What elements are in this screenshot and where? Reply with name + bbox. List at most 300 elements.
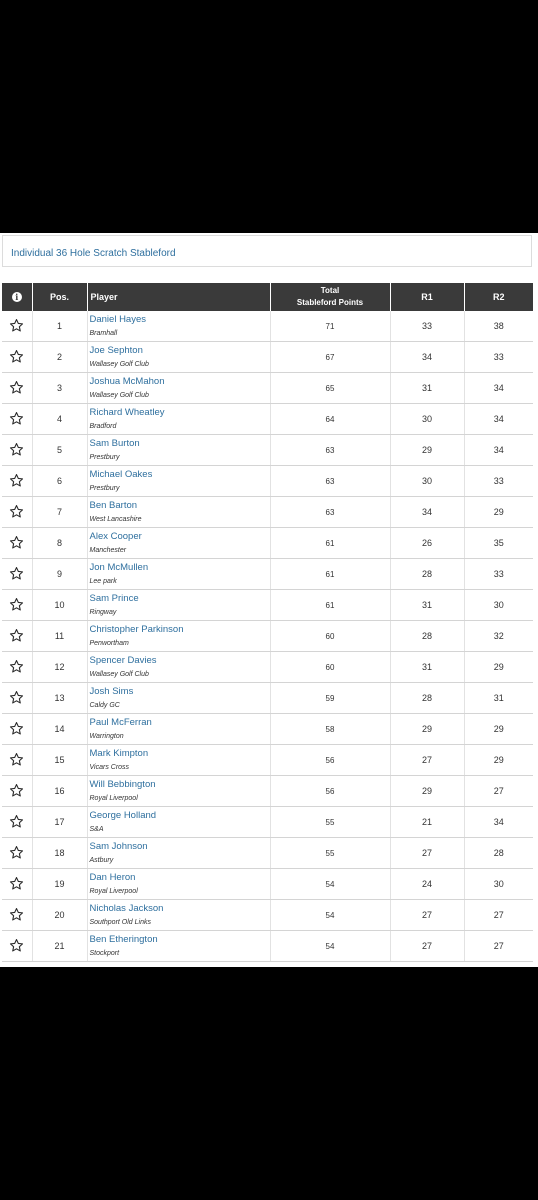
total-points-cell	[270, 745, 390, 776]
position: 8	[56, 538, 62, 548]
total-points-cell	[270, 590, 390, 621]
star-icon[interactable]	[9, 783, 24, 798]
r2-cell	[464, 683, 533, 714]
player-cell	[87, 745, 270, 776]
player-name-link[interactable]: Paul McFerran	[89, 716, 152, 728]
player-club: Bradford	[89, 422, 117, 430]
player-club: Wallasey Golf Club	[89, 670, 149, 678]
r1-score: 34	[421, 507, 432, 517]
player-name-link[interactable]: Nicholas Jackson	[89, 902, 164, 914]
total-points-cell	[270, 404, 390, 435]
position-cell	[32, 683, 87, 714]
position: 2	[56, 352, 62, 362]
r1-cell	[390, 652, 464, 683]
position-cell	[32, 373, 87, 404]
total-points: 65	[325, 383, 335, 393]
player-cell	[87, 931, 270, 962]
player-cell	[87, 342, 270, 373]
player-club: Warrington	[89, 732, 124, 740]
player-cell	[87, 311, 270, 342]
player-club: Lee park	[89, 577, 117, 585]
player-cell	[87, 807, 270, 838]
position: 17	[54, 817, 65, 827]
total-points: 54	[325, 941, 335, 951]
total-points-cell	[270, 931, 390, 962]
r1-score: 27	[421, 755, 432, 765]
position: 9	[56, 569, 62, 579]
position: 7	[56, 507, 62, 517]
position: 10	[54, 600, 65, 610]
total-header-line2: Stableford Points	[296, 298, 364, 307]
r1-score: 27	[421, 848, 432, 858]
star-icon[interactable]	[9, 318, 24, 333]
player-club: Wallasey Golf Club	[89, 391, 149, 399]
r2-score: 32	[493, 631, 504, 641]
r1-score: 29	[421, 445, 432, 455]
star-icon[interactable]	[9, 473, 24, 488]
r2-score: 34	[493, 383, 504, 393]
player-cell	[87, 559, 270, 590]
r2-cell	[464, 311, 533, 342]
position-cell	[32, 652, 87, 683]
r1-score: 28	[421, 693, 432, 703]
favourite-cell[interactable]	[2, 435, 32, 466]
r2-cell	[464, 745, 533, 776]
player-name-link[interactable]: Sam Burton	[89, 437, 140, 449]
r1-cell	[390, 931, 464, 962]
favourite-cell[interactable]	[2, 869, 32, 900]
r1-cell	[390, 404, 464, 435]
total-points-cell	[270, 528, 390, 559]
favourite-cell[interactable]	[2, 373, 32, 404]
player-name-link[interactable]: Dan Heron	[89, 871, 136, 883]
r1-cell	[390, 621, 464, 652]
total-points-cell	[270, 652, 390, 683]
player-cell	[87, 528, 270, 559]
favourite-cell[interactable]	[2, 559, 32, 590]
r2-cell	[464, 528, 533, 559]
r1-cell	[390, 714, 464, 745]
table-row	[2, 714, 533, 745]
r1-cell	[390, 559, 464, 590]
r2-score: 34	[493, 817, 504, 827]
position: 16	[54, 786, 65, 796]
position-cell	[32, 621, 87, 652]
position: 5	[56, 445, 62, 455]
player-cell	[87, 466, 270, 497]
r2-cell	[464, 900, 533, 931]
favourite-cell[interactable]	[2, 900, 32, 931]
total-points-cell	[270, 621, 390, 652]
competition-title-box	[2, 235, 532, 267]
player-cell	[87, 404, 270, 435]
r2-cell	[464, 590, 533, 621]
position-cell	[32, 559, 87, 590]
star-icon[interactable]	[9, 876, 24, 891]
leaderboard-page	[0, 233, 538, 967]
star-icon[interactable]	[9, 349, 24, 364]
star-icon[interactable]	[9, 597, 24, 612]
r1-score: 26	[421, 538, 432, 548]
total-points-cell	[270, 342, 390, 373]
position-cell	[32, 776, 87, 807]
star-icon[interactable]	[9, 535, 24, 550]
player-cell	[87, 373, 270, 404]
total-points-cell	[270, 776, 390, 807]
total-points: 54	[325, 879, 335, 889]
r1-cell	[390, 497, 464, 528]
r1-cell	[390, 745, 464, 776]
total-header-line1: Total	[320, 286, 340, 295]
favourite-cell[interactable]	[2, 931, 32, 962]
table-row	[2, 900, 533, 931]
total-points-cell	[270, 497, 390, 528]
player-header[interactable]: Player	[87, 283, 270, 311]
r1-score: 30	[421, 414, 432, 424]
player-name-link[interactable]: Sam Prince	[89, 592, 139, 604]
player-club: West Lancashire	[89, 515, 142, 523]
r2-cell	[464, 497, 533, 528]
star-icon[interactable]	[9, 628, 24, 643]
r1-cell	[390, 683, 464, 714]
r1-cell	[390, 838, 464, 869]
star-icon[interactable]	[9, 845, 24, 860]
player-name-link[interactable]: Mark Kimpton	[89, 747, 149, 759]
favourite-cell[interactable]	[2, 776, 32, 807]
position: 15	[54, 755, 65, 765]
r2-cell	[464, 714, 533, 745]
total-points: 61	[325, 538, 335, 548]
r2-score: 27	[493, 786, 504, 796]
total-points: 55	[325, 848, 335, 858]
r2-cell	[464, 652, 533, 683]
r2-score: 29	[493, 755, 504, 765]
player-club: Royal Liverpool	[89, 794, 138, 802]
player-name-link[interactable]: Will Bebbington	[89, 778, 156, 790]
r1-score: 31	[421, 600, 432, 610]
star-icon[interactable]	[9, 907, 24, 922]
position: 4	[56, 414, 62, 424]
player-cell	[87, 435, 270, 466]
position-cell	[32, 311, 87, 342]
r2-score: 33	[493, 476, 504, 486]
player-club: Manchester	[89, 546, 127, 554]
favourite-cell[interactable]	[2, 311, 32, 342]
position-cell	[32, 838, 87, 869]
favourite-cell[interactable]	[2, 683, 32, 714]
player-name-link[interactable]: Sam Johnson	[89, 840, 148, 852]
total-points: 58	[325, 724, 335, 734]
player-club: Bramhall	[89, 329, 118, 337]
player-cell	[87, 497, 270, 528]
star-icon[interactable]	[9, 814, 24, 829]
table-row	[2, 621, 533, 652]
r1-score: 27	[421, 941, 432, 951]
position-cell	[32, 931, 87, 962]
r2-score: 27	[493, 941, 504, 951]
r2-cell	[464, 869, 533, 900]
position-cell	[32, 869, 87, 900]
total-points: 71	[325, 321, 335, 331]
total-points-cell	[270, 311, 390, 342]
position: 14	[54, 724, 65, 734]
position: 11	[54, 631, 65, 641]
total-points: 63	[325, 476, 335, 486]
position-cell	[32, 404, 87, 435]
r1-score: 31	[421, 383, 432, 393]
table-row	[2, 776, 533, 807]
total-points-cell	[270, 435, 390, 466]
total-points-cell	[270, 373, 390, 404]
player-name-link[interactable]: George Holland	[89, 809, 157, 821]
table-row	[2, 342, 533, 373]
table-row	[2, 807, 533, 838]
star-icon[interactable]	[9, 504, 24, 519]
r1-score: 29	[421, 786, 432, 796]
star-icon[interactable]	[9, 721, 24, 736]
player-club: Stockport	[89, 949, 120, 957]
position-cell	[32, 342, 87, 373]
total-points: 55	[325, 817, 335, 827]
player-cell	[87, 714, 270, 745]
leaderboard-body	[2, 311, 533, 962]
leaderboard-table	[2, 283, 533, 962]
position: 18	[54, 848, 65, 858]
r2-cell	[464, 776, 533, 807]
table-row	[2, 931, 533, 962]
total-points-cell	[270, 869, 390, 900]
star-icon[interactable]	[9, 690, 24, 705]
table-row	[2, 497, 533, 528]
position: 19	[54, 879, 65, 889]
position: 20	[54, 910, 65, 920]
r2-score: 28	[493, 848, 504, 858]
table-row	[2, 838, 533, 869]
r2-score: 33	[493, 569, 504, 579]
r1-score: 28	[421, 631, 432, 641]
star-icon[interactable]	[9, 938, 24, 953]
star-icon[interactable]	[9, 659, 24, 674]
position-cell	[32, 714, 87, 745]
total-points: 56	[325, 755, 335, 765]
total-points-header[interactable]	[270, 283, 390, 311]
player-name-link[interactable]: Christopher Parkinson	[89, 623, 184, 635]
star-icon[interactable]	[9, 380, 24, 395]
total-points-cell	[270, 900, 390, 931]
favourite-cell[interactable]	[2, 652, 32, 683]
player-name-link[interactable]: Alex Cooper	[89, 530, 142, 542]
info-header[interactable]	[2, 283, 32, 311]
total-points: 61	[325, 600, 335, 610]
table-row	[2, 559, 533, 590]
r1-score: 29	[421, 724, 432, 734]
star-icon[interactable]	[9, 411, 24, 426]
r1-score: 27	[421, 910, 432, 920]
total-points: 67	[325, 352, 335, 362]
r1-cell	[390, 590, 464, 621]
r2-cell	[464, 466, 533, 497]
r1-cell	[390, 311, 464, 342]
position-cell	[32, 745, 87, 776]
r1-score: 33	[421, 321, 432, 331]
favourite-cell[interactable]	[2, 745, 32, 776]
position: 1	[56, 321, 62, 331]
total-points: 61	[325, 569, 335, 579]
favourite-cell[interactable]	[2, 807, 32, 838]
table-row	[2, 466, 533, 497]
r2-cell	[464, 435, 533, 466]
position: 6	[56, 476, 62, 486]
r1-score: 31	[421, 662, 432, 672]
player-club: Caldy GC	[89, 701, 120, 709]
total-points: 60	[325, 662, 335, 672]
player-cell	[87, 838, 270, 869]
player-club: S&A	[89, 825, 104, 833]
r1-score: 21	[421, 817, 432, 827]
total-points-cell	[270, 683, 390, 714]
table-row	[2, 373, 533, 404]
favourite-cell[interactable]	[2, 528, 32, 559]
player-club: Penwortham	[89, 639, 129, 647]
r2-cell	[464, 404, 533, 435]
r1-cell	[390, 373, 464, 404]
player-name-link[interactable]: Richard Wheatley	[89, 406, 165, 418]
player-cell	[87, 621, 270, 652]
total-points: 60	[325, 631, 335, 641]
r2-cell	[464, 373, 533, 404]
player-name-link[interactable]: Daniel Hayes	[89, 313, 146, 325]
position-cell	[32, 528, 87, 559]
position: 21	[54, 941, 65, 951]
position: 3	[56, 383, 62, 393]
player-club: Southport Old Links	[89, 918, 151, 926]
star-icon[interactable]	[9, 566, 24, 581]
total-points-cell	[270, 838, 390, 869]
star-icon[interactable]	[9, 752, 24, 767]
total-points-cell	[270, 466, 390, 497]
player-club: Prestbury	[89, 453, 120, 461]
favourite-cell[interactable]	[2, 342, 32, 373]
table-row	[2, 528, 533, 559]
r2-cell	[464, 931, 533, 962]
total-points: 59	[325, 693, 335, 703]
player-club: Astbury	[89, 856, 114, 864]
favourite-cell[interactable]	[2, 497, 32, 528]
player-club: Vicars Cross	[89, 763, 130, 771]
r1-cell	[390, 342, 464, 373]
player-name-link[interactable]: Joshua McMahon	[89, 375, 165, 387]
player-club: Royal Liverpool	[89, 887, 138, 895]
player-club: Prestbury	[89, 484, 120, 492]
r2-cell	[464, 621, 533, 652]
total-points: 54	[325, 910, 335, 920]
player-name-link[interactable]: Michael Oakes	[89, 468, 153, 480]
player-name-link[interactable]: Jon McMullen	[89, 561, 149, 573]
table-row	[2, 683, 533, 714]
position-cell	[32, 466, 87, 497]
r2-score: 27	[493, 910, 504, 920]
r1-header[interactable]: R1	[390, 283, 464, 311]
player-cell	[87, 900, 270, 931]
table-row	[2, 311, 533, 342]
player-name-link[interactable]: Spencer Davies	[89, 654, 157, 666]
table-row	[2, 869, 533, 900]
r2-score: 30	[493, 600, 504, 610]
favourite-cell[interactable]	[2, 404, 32, 435]
r2-score: 34	[493, 414, 504, 424]
r1-score: 34	[421, 352, 432, 362]
r1-cell	[390, 528, 464, 559]
r2-header[interactable]: R2	[464, 283, 533, 311]
r2-cell	[464, 559, 533, 590]
player-name-link[interactable]: Joe Sephton	[89, 344, 143, 356]
info-icon[interactable]: i	[12, 292, 22, 302]
player-cell	[87, 776, 270, 807]
r1-score: 28	[421, 569, 432, 579]
r2-score: 33	[493, 352, 504, 362]
total-points-cell	[270, 714, 390, 745]
player-cell	[87, 590, 270, 621]
favourite-cell[interactable]	[2, 838, 32, 869]
position-cell	[32, 900, 87, 931]
star-icon[interactable]	[9, 442, 24, 457]
r2-score: 30	[493, 879, 504, 889]
r1-cell	[390, 466, 464, 497]
table-row	[2, 404, 533, 435]
player-name-link[interactable]: Ben Etherington	[89, 933, 158, 945]
total-points: 56	[325, 786, 335, 796]
r1-score: 24	[421, 879, 432, 889]
total-points: 63	[325, 507, 335, 517]
pos-header[interactable]: Pos.	[32, 283, 87, 311]
table-row	[2, 652, 533, 683]
player-cell	[87, 869, 270, 900]
player-name-link[interactable]: Josh Sims	[89, 685, 134, 697]
r2-score: 35	[493, 538, 504, 548]
position: 13	[54, 693, 65, 703]
player-club: Ringway	[89, 608, 117, 616]
favourite-cell[interactable]	[2, 466, 32, 497]
total-points: 63	[325, 445, 335, 455]
player-cell	[87, 652, 270, 683]
r1-score: 30	[421, 476, 432, 486]
r2-score: 34	[493, 445, 504, 455]
r1-cell	[390, 807, 464, 838]
player-cell	[87, 683, 270, 714]
table-row	[2, 590, 533, 621]
r2-score: 38	[493, 321, 504, 331]
r2-cell	[464, 838, 533, 869]
position-cell	[32, 435, 87, 466]
r1-cell	[390, 435, 464, 466]
r2-score: 29	[493, 662, 504, 672]
total-points: 64	[325, 414, 335, 424]
favourite-cell[interactable]	[2, 621, 32, 652]
r1-cell	[390, 776, 464, 807]
competition-title: Individual 36 Hole Scratch Stableford	[11, 248, 176, 259]
total-points-cell	[270, 559, 390, 590]
favourite-cell[interactable]	[2, 714, 32, 745]
player-club: Wallasey Golf Club	[89, 360, 149, 368]
position-cell	[32, 807, 87, 838]
r2-score: 29	[493, 724, 504, 734]
favourite-cell[interactable]	[2, 590, 32, 621]
r1-cell	[390, 869, 464, 900]
r2-cell	[464, 807, 533, 838]
position: 12	[54, 662, 65, 672]
r2-score: 31	[493, 693, 504, 703]
player-name-link[interactable]: Ben Barton	[89, 499, 138, 511]
